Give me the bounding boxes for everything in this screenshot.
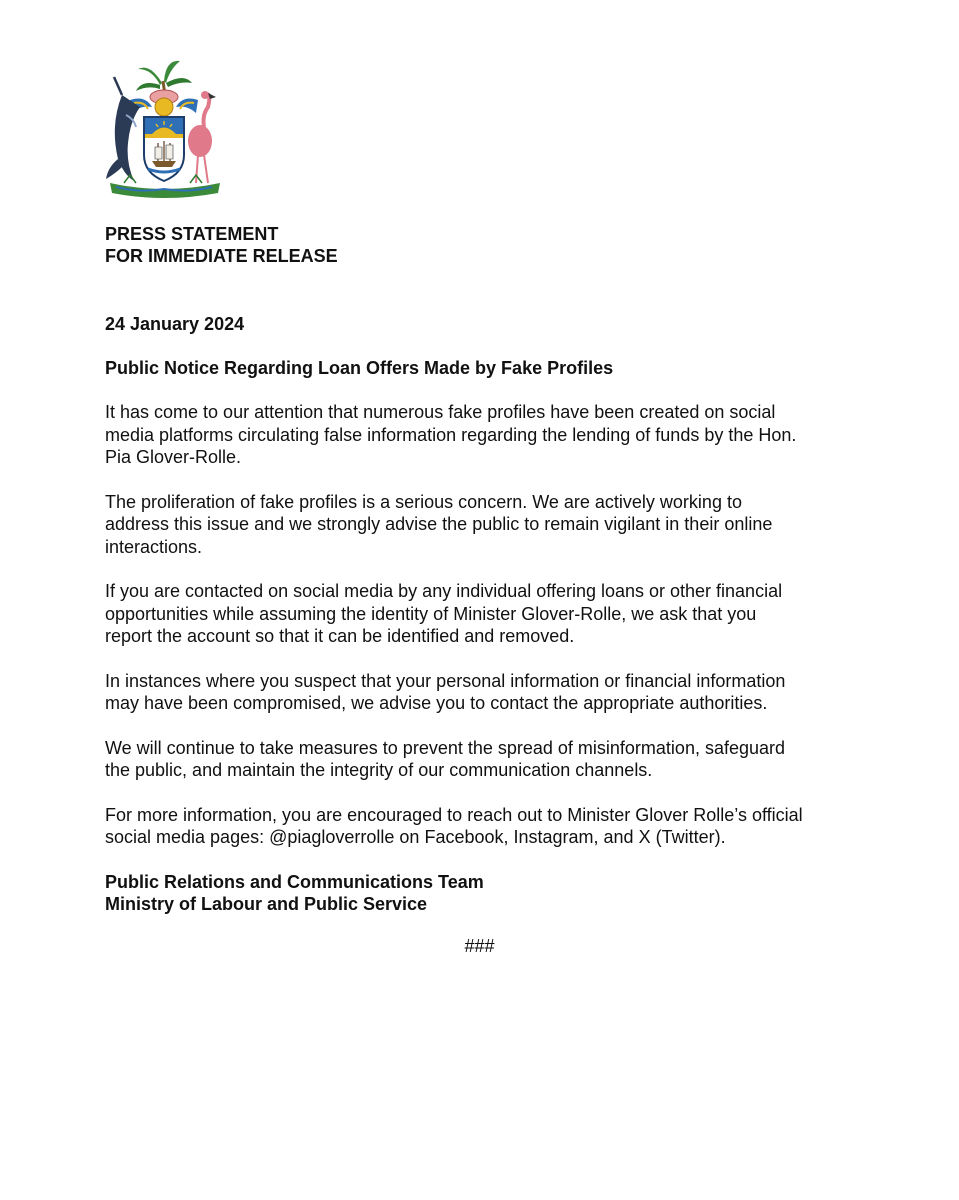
paragraph-line: It has come to our attention that numerous fake profiles have been created on social xyxy=(105,402,776,422)
paragraph-line: interactions. xyxy=(105,536,203,557)
statement-body xyxy=(105,223,885,915)
statement-subject: Public Notice Regarding Loan Offers Made by Fake Profiles xyxy=(105,358,614,378)
paragraph-line: may have been compromised, we advise you to contact the appropriate authorities. xyxy=(105,693,768,713)
paragraph-line: If you are contacted on social media by any individual offering loans or other financial xyxy=(105,581,783,601)
paragraph-line: social media pages: @piagloverrolle on Facebook, Instagram, and X (Twitter). xyxy=(105,827,726,847)
paragraph-5 xyxy=(105,737,885,782)
paragraph-line: Pia Glover-Rolle. xyxy=(105,447,242,467)
press-statement-label: PRESS STATEMENT xyxy=(105,224,279,244)
marlin-supporter xyxy=(106,77,140,181)
paragraph-line: address this issue and we strongly advise the public to remain vigilant in their online xyxy=(105,514,773,534)
release-header xyxy=(105,223,885,267)
paragraph-1 xyxy=(105,401,885,469)
end-mark: ### xyxy=(464,936,495,956)
paragraph-line: In instances where you suspect that your personal information or financial information xyxy=(105,670,786,691)
paragraph-line: media platforms circulating false information regarding the lending of funds by the Hon. xyxy=(105,424,797,445)
paragraph-2 xyxy=(105,491,885,559)
paragraph-3 xyxy=(105,580,885,648)
immediate-release-label: FOR IMMEDIATE RELEASE xyxy=(105,246,338,266)
signature-team: Public Relations and Communications Team xyxy=(105,871,484,892)
shield xyxy=(144,117,184,181)
signature-block xyxy=(105,871,885,915)
statement-date: 24 January 2024 xyxy=(105,314,245,334)
paragraph-line: The proliferation of fake profiles is a serious concern. We are actively working to xyxy=(105,491,742,512)
paragraph-line: For more information, you are encouraged to reach out to Minister Glover Rolle’s official xyxy=(105,804,803,825)
paragraph-line: the public, and maintain the integrity of our communication channels. xyxy=(105,760,653,780)
coat-of-arms-icon xyxy=(100,55,230,203)
paragraph-line: opportunities while assuming the identity of Minister Glover-Rolle, we ask that you xyxy=(105,603,757,624)
paragraph-6 xyxy=(105,804,885,849)
paragraph-line: We will continue to take measures to prevent the spread of misinformation, safeguard xyxy=(105,737,786,758)
paragraph-line: report the account so that it can be identified and removed. xyxy=(105,626,575,646)
signature-ministry: Ministry of Labour and Public Service xyxy=(105,893,428,914)
paragraph-4 xyxy=(105,670,885,715)
